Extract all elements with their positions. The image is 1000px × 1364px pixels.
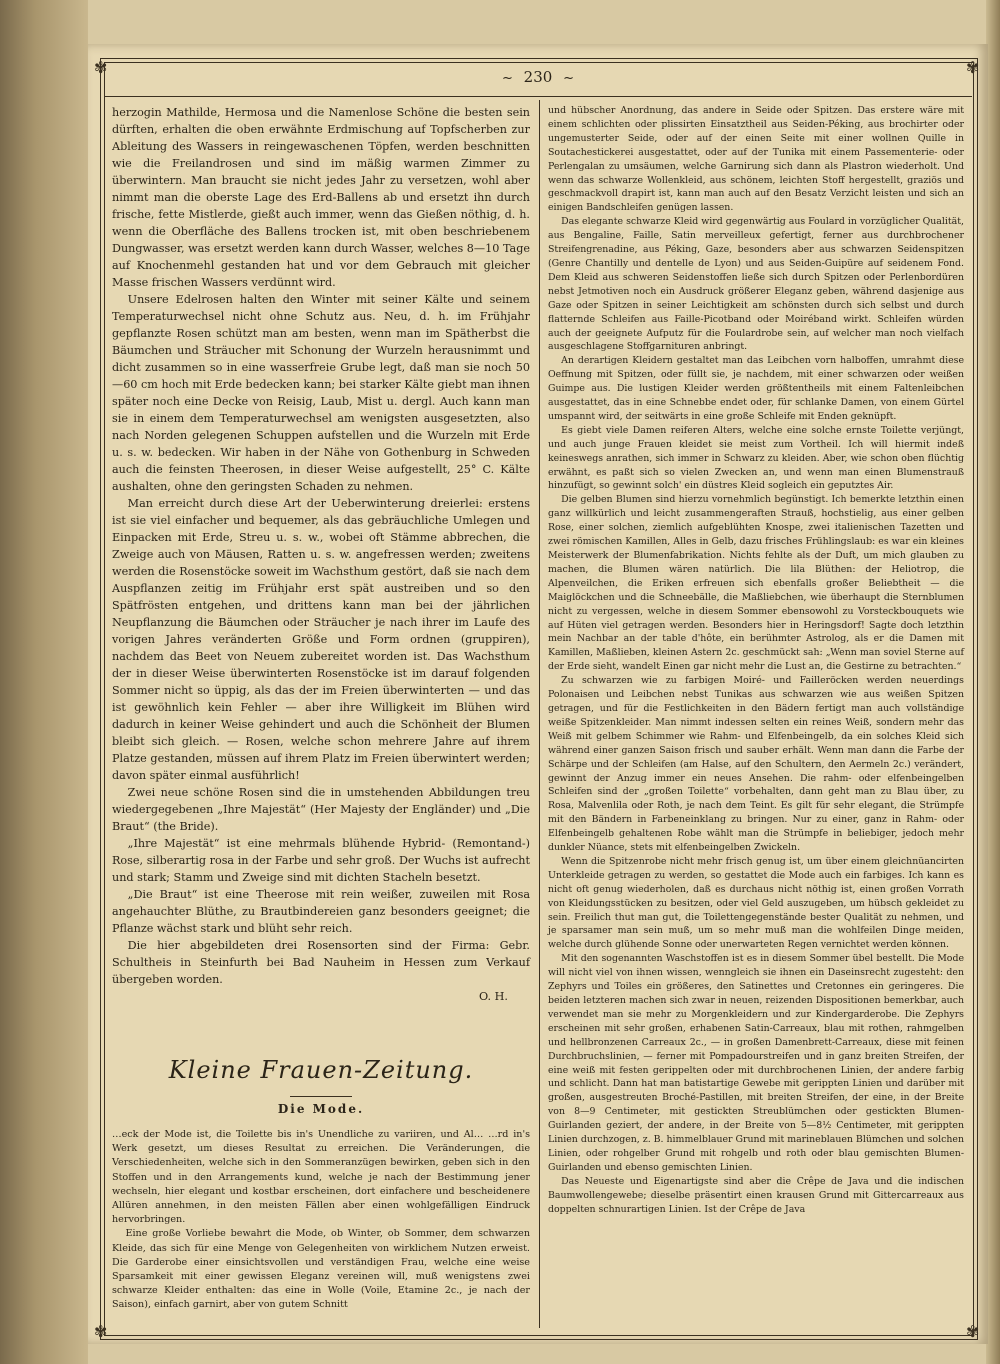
paragraph: Die hier abgebildeten drei Rosensorten sind der Firma: Gebr. Schultheis in Steinfurth bei Bad Nauheim in Hessen zum Verkauf übergeben worden. [112, 939, 530, 986]
corner-ornament-icon: ✾ [94, 1322, 108, 1341]
left-column-rosen [112, 104, 530, 1005]
paragraph: Mit den sogenannten Waschstoffen ist es in diesem Sommer übel bestellt. Die Mode will nicht viel von ihnen wissen, wenngleich sie ihnen ein Daseinsrecht zugesteht: den Zephyrs und Toiles ein größeres, den Satinettes und Cretonnes ein geringeres. Die beiden letzteren machen sich zwar in neuen, reizenden Dispositionen bemerkbar, auch verwendet man sie mehr zu Morgenkleidern und zur Kindergarderobe. Die Zephyrs erscheinen mit sehr großen, erhabenen Satin-Carreaux, blau mit rothen, rahmgelben und hellbronzenen Carreaux 2c., — in großen Damenbrett-Carreaux, diese mit feinen Durchbruchslinien, — ferner mit Pompadourstreifen und in ganz breiten Streifen, der eine weiß mit festen gerippelten oder mit durchbrochenen Linien, der andere farbig und schlicht. Dann hat man batistartige Gewebe mit gerippten Linien und darüber mit großen, ausgestreuten Broché-Pastillen, mit breiten Streifen, der eine, in der Breite von 8—9 Centimeter, mit gestickten Streublümchen oder gestickten Blumen-Guirlanden geziert, der andere, in der Breite von 5—8½ Centimeter, mit gerippten Linien durchzogen, z. B. himmelblauer Grund mit marineblauen Blümchen und solchen Linien, oder rohgelber Grund mit rohgelb und roth oder blau gemischten Blumen-Guirlanden und ebenso gemischten Linien. [548, 953, 964, 1173]
right-column-mode [548, 104, 964, 1217]
page-number: 230 [523, 68, 553, 86]
page-header [100, 68, 976, 96]
paragraph: „Die Braut“ ist eine Theerose mit rein weißer, zuweilen mit Rosa angehauchter Blüthe, zu Brautbindereien ganz besonders geeignet; die Pflanze wächst stark und blüht sehr reich. [112, 888, 530, 935]
paragraph: und hübscher Anordnung, das andere in Seide oder Spitzen. Das erstere wäre mit einem schlichten oder plissirten Einsatztheil aus Seiden-Péking, aus brochirter oder ungemusterter Seide, oder auf der einen Seite mit einer wollnen Quille in Soutachestickerei ausgestattet, oder auf der Tunika mit einem Passementerie- oder Perlengalan zu umsäumen, welche Garnirung sich dann als Plastron wiederholt. Und wenn das schwarze Wollenkleid, aus schönem, leichten Stoff hergestellt, graziös und geschmackvoll drapirt ist, kann man auch auf den Besatz Verzicht leisten und sich an einigen Bandschleifen genügen lassen. [548, 105, 964, 214]
corner-ornament-icon: ✾ [966, 1322, 980, 1341]
paragraph: Eine große Vorliebe bewahrt die Mode, ob Winter, ob Sommer, dem schwarzen Kleide, das sich für eine Menge von Gelegenheiten von wirklichem Nutzen erweist. Die Garderobe einer einsichtsvollen und verständigen Frau, welche eine weise Sparsamkeit mit einer gewissen Eleganz vereinen will, muß wenigstens zwei schwarze Kleider enthalten: das eine in Wolle (Voile, Etamine 2c., je nach der Saison), einfach garnirt, aber von gutem Schnitt [112, 1228, 530, 1311]
paragraph: Unsere Edelrosen halten den Winter mit seiner Kälte und seinem Temperaturwechsel nicht ohne Schutz aus. Neu, d. h. im Frühjahr gepflanzte Rosen schützt man am besten, wenn man im Spätherbst die Bäumchen und Sträucher mit Schonung der Wurzeln herausnimmt und dicht zusammen so in eine wasserfreie Grube legt, daß man sie noch 50—60 cm hoch mit Erde bedecken kann; bei starker Kälte giebt man ihnen später noch eine Decke von Reisig, Laub, Mist u. dergl. Auch kann man sie in einem dem Temperaturwechsel am wenigsten ausgesetzten, also nach Norden gelegenen Schuppen aufstellen und die Wurzeln mit Erde u. s. w. bedecken. Wir haben in der Nähe von Gothenburg in Schweden auch die feinsten Theerosen, in dieser Weise aufgestellt, 25° C. Kälte aushalten, ohne den geringsten Schaden zu nehmen. [112, 293, 530, 493]
paragraph: Das elegante schwarze Kleid wird gegenwärtig aus Foulard in vorzüglicher Qualität, aus Bengaline, Faille, Satin merveilleux gefertigt, ferner aus durchbrochener Streifengrenadine, aus Péking, Gaze, besonders aber aus schwarzen Seidenspitzen (Genre Chantilly und dentelle de Lyon) und aus Seiden-Guipüre auf seidenem Fond. Dem Kleid aus schweren Seidenstoffen ließe sich durch Spitzen oder Perlenbordüren nebst Jetmotiven noch ein Ausdruck größerer Eleganz geben, während dasjenige aus Gaze oder Spitzen in seiner Leichtigkeit am schönsten durch sich selbst und durch flatternde Schleifen aus Faille-Picotband oder Moiréband wirkt. Schleifen würden auch der geeignete Aufputz für die Foulardrobe sein, auf welcher man noch vielfach ausgeschlagene Stoffgarnituren anbringt. [548, 216, 964, 353]
paragraph: Das Neueste und Eigenartigste sind aber die Crêpe de Java und die indischen Baumwollengewebe; dieselbe präsentirt einen krausen Grund mit Gittercarreaux aus doppelten schnurartigen Linien. Ist der Crêpe de Java [548, 1175, 964, 1215]
sub-title: Die Mode. [277, 1102, 365, 1116]
paragraph: Die gelben Blumen sind hierzu vornehmlich begünstigt. Ich bemerkte letzthin einen ganz willkürlich und leicht zusammengeraften Strauß, hochstielig, aus einer gelben Rose, einer solchen, ziemlich aufgeblühten Knospe, zwei italienischen Tazetten und zwei römischen Kamillen, Alles in Gelb, dazu frisches Frühlingslaub: es war ein kleines Meisterwerk der Blumenfabrikation. Nichts fehlte als der Duft, um mich glauben zu machen, die Blumen wären natürlich. Die lila Blüthen: der Heliotrop, die Alpenveilchen, die Eriken erfreuen sich ebenfalls großer Beliebtheit — die Maiglöckchen und die Schneebälle, die Maßliebchen, wie überhaupt die Sternblumen nicht zu vergessen, welche in diesem Sommer ebensowohl zu Vorsteckbouquets wie auf Hüten viel getragen werden. Besonders hier in Heringsdorf! Sagte doch letzthin mein Nachbar an der table d'hôte, ein berühmter Astrolog, als er die Damen mit Kamillen, Maßlieben, kleinen Astern 2c. geschmückt sah: „Wenn man soviel Sterne auf der Erde sieht, wandelt Einen gar nicht mehr die Lust an, die Gestirne zu betrachten.“ [548, 494, 964, 673]
paragraph: Zu schwarzen wie zu farbigen Moiré- und Failleröcken werden neuerdings Polonaisen und Leibchen nebst Tunikas aus schwarzen wie aus weißen Spitzen getragen, und für die Festlichkeiten in den Bädern fertigt man auch vollständige weiße Spitzenkleider. Man nimmt indessen selten ein reines Weiß, sondern mehr das Weiß mit gelbem Schimmer wie Rahm- und Elfenbeingelb, da ein solches Kleid sich während einer ganzen Saison frisch und sauber erhält. Wenn man dann die Farbe der Schärpe und der Schleifen (am Halse, auf den Schultern, den Aermeln 2c.) verändert, gewinnt der Anzug immer ein neues Ansehen. Die rahm- oder elfenbeingelben Schleifen sind der „großen Toilette“ vorbehalten, dann geht man zu Blau über, zu Rosa, Malvenlila oder Roth, je nach dem Teint. Es gilt für sehr elegant, die Strümpfe mit den Bändern in Farbeneinklang zu bringen. Nur zu einer, ganz in Rahm- oder Elfenbeingelb gehaltenen Robe wählt man die Strümpfe in beliebiger, jedoch mehr dunkler Nüance, stets mit elfenbeingelben Zwickeln. [548, 675, 964, 854]
paragraph: „Ihre Majestät“ ist eine mehrmals blühende Hybrid- (Remontand-) Rose, silberartig rosa in der Farbe und sehr groß. Der Wuchs ist aufrecht und stark; Stamm und Zweige sind mit dichten Stacheln besetzt. [112, 837, 530, 884]
corner-ornament-icon: ✾ [94, 58, 108, 77]
column-divider [539, 100, 540, 1328]
author-signature: O. H. [479, 990, 508, 1003]
paragraph: Zwei neue schöne Rosen sind die in umstehenden Abbildungen treu wiedergegebenen „Ihre Majestät“ (Her Majesty der Engländer) und „Die Braut“ (the Bride). [112, 786, 530, 833]
paragraph: Wenn die Spitzenrobe nicht mehr frisch genug ist, um über einem gleichnüancirten Unterkleide getragen zu werden, so gestattet die Mode auch ein farbiges. Ich kann es nicht oft genug wiederholen, daß es durchaus nicht nöthig ist, einen großen Vorrath von Kleidungsstücken zu besitzen, oder viel Geld auszugeben, um hübsch gekleidet zu sein. Freilich thut man gut, die Toilettengegenstände bester Qualität zu nehmen, und je sparsamer man sein muß, um so mehr muß man die wohlfeilen Dinge meiden, welche durch glühende Sonne oder unerwarteten Regen vernichtet werden können. [548, 855, 964, 951]
left-column-mode [112, 1128, 530, 1313]
paragraph: Es giebt viele Damen reiferen Alters, welche eine solche ernste Toilette verjüngt, und auch junge Frauen kleidet sie meist zum Vortheil. Ich will hiermit indeß keineswegs anrathen, sich immer in Schwarz zu kleiden. Aber, wie schon oben flüchtig erwähnt, es paßt sich so vielen Zwecken an, und wenn man einen Blumenstrauß hinzufügt, so gewinnt solch' ein düstres Kleid sogleich ein geputztes Air. [548, 424, 964, 492]
section-title: Kleine Frauen-Zeitung. [168, 1056, 474, 1084]
flourish-right-icon: ~ [563, 71, 574, 86]
book-binding [0, 0, 88, 1364]
corner-ornament-icon: ✾ [966, 58, 980, 77]
paragraph: …eck der Mode ist, die Toilette bis in's Unendliche zu variiren, und Al… …rd in's Werk gesetzt, um dieses Resultat zu erreichen. Die Veränderungen, die Verschiedenheiten, welche sich in den Sommeranzügen bewirken, geben sich in den Stoffen und in den Arrangements kund, welche je nach der Bestimmung jener wechseln, hier elegant und kostbar erscheinen, dort einfachere und bescheidenere Allüren annehmen, in den meisten Fällen aber einen wohlgefälligen Eindruck hervorbringen. [112, 1129, 530, 1226]
paragraph: Man erreicht durch diese Art der Ueberwinterung dreierlei: erstens ist sie viel einfacher und bequemer, als das gebräuchliche Umlegen und Einpacken mit Erde, Streu u. s. w., wobei oft Stämme abbrechen, die Zweige auch von Mäusen, Ratten u. s. w. angefressen werden; zweitens werden die Rosenstöcke soweit im Wachsthum gestört, daß sie nach dem Auspflanzen zeitig im Frühjahr erst spät austreiben und so den Spätfrösten entgehen, und drittens kann man bei der jährlichen Neupflanzung die Bäumchen oder Sträucher je nach ihrer im Laufe des vorigen Jahres veränderten Größe und Form ordnen (gruppiren), nachdem das Beet von Neuem zubereitet worden ist. Das Wachsthum der in dieser Weise überwinterten Rosenstöcke ist im darauf folgenden Sommer nicht so üppig, als das der im Freien überwinterten — und das ist gewöhnlich kein Fehler — aber ihre Willigkeit im Blühen wird dadurch in keiner Weise gehindert und auch die Schönheit der Blumen bleibt sich gleich. — Rosen, welche schon mehrere Jahre auf ihrem Platze gestanden, müssen auf ihrem Platz im Freien überwintert werden; davon später einmal ausführlich! [112, 497, 530, 782]
page-edge [986, 0, 1000, 1364]
header-rule [104, 96, 972, 97]
title-rule [290, 1096, 352, 1097]
flourish-left-icon: ~ [501, 71, 513, 86]
paragraph: herzogin Mathilde, Hermosa und die Namenlose Schöne die besten sein dürften, erhalten die oben erwähnte Erdmischung auf Topfscherben zur Ableitung des Wassers in reingewaschenen Töpfen, werden beschnitten wie die Freilandrosen und sind im mäßig warmen Zimmer zu überwintern. Man braucht sie nicht jedes Jahr zu versetzen, wohl aber nimmt man die oberste Lage des Erd-Ballens ab und ersetzt ihn durch frische, fette Mistlerde, gießt auch immer, wenn das Gießen nöthig, d. h. wenn die Oberfläche des Ballens trocken ist, mit oben beschriebenem Dungwasser, was ersetzt werden kann durch Wasser, welches 8—10 Tage auf Knochenmehl gestanden hat und vor dem Gebrauch mit gleicher Masse frischen Wassers verdünnt wird. [112, 106, 530, 289]
paragraph: An derartigen Kleidern gestaltet man das Leibchen vorn halboffen, umrahmt diese Oeffnung mit Spitzen, oder füllt sie, je nachdem, mit einer schwarzen oder weißen Guimpe aus. Die lustigen Kleider werden größtentheils mit einem Faltenleibchen ausgestattet, das in eine Schnebbe endet oder, für schlanke Damen, von einem Gürtel umspannt wird, der seitwärts in eine große Schleife mit Enden geknüpft. [548, 355, 964, 422]
